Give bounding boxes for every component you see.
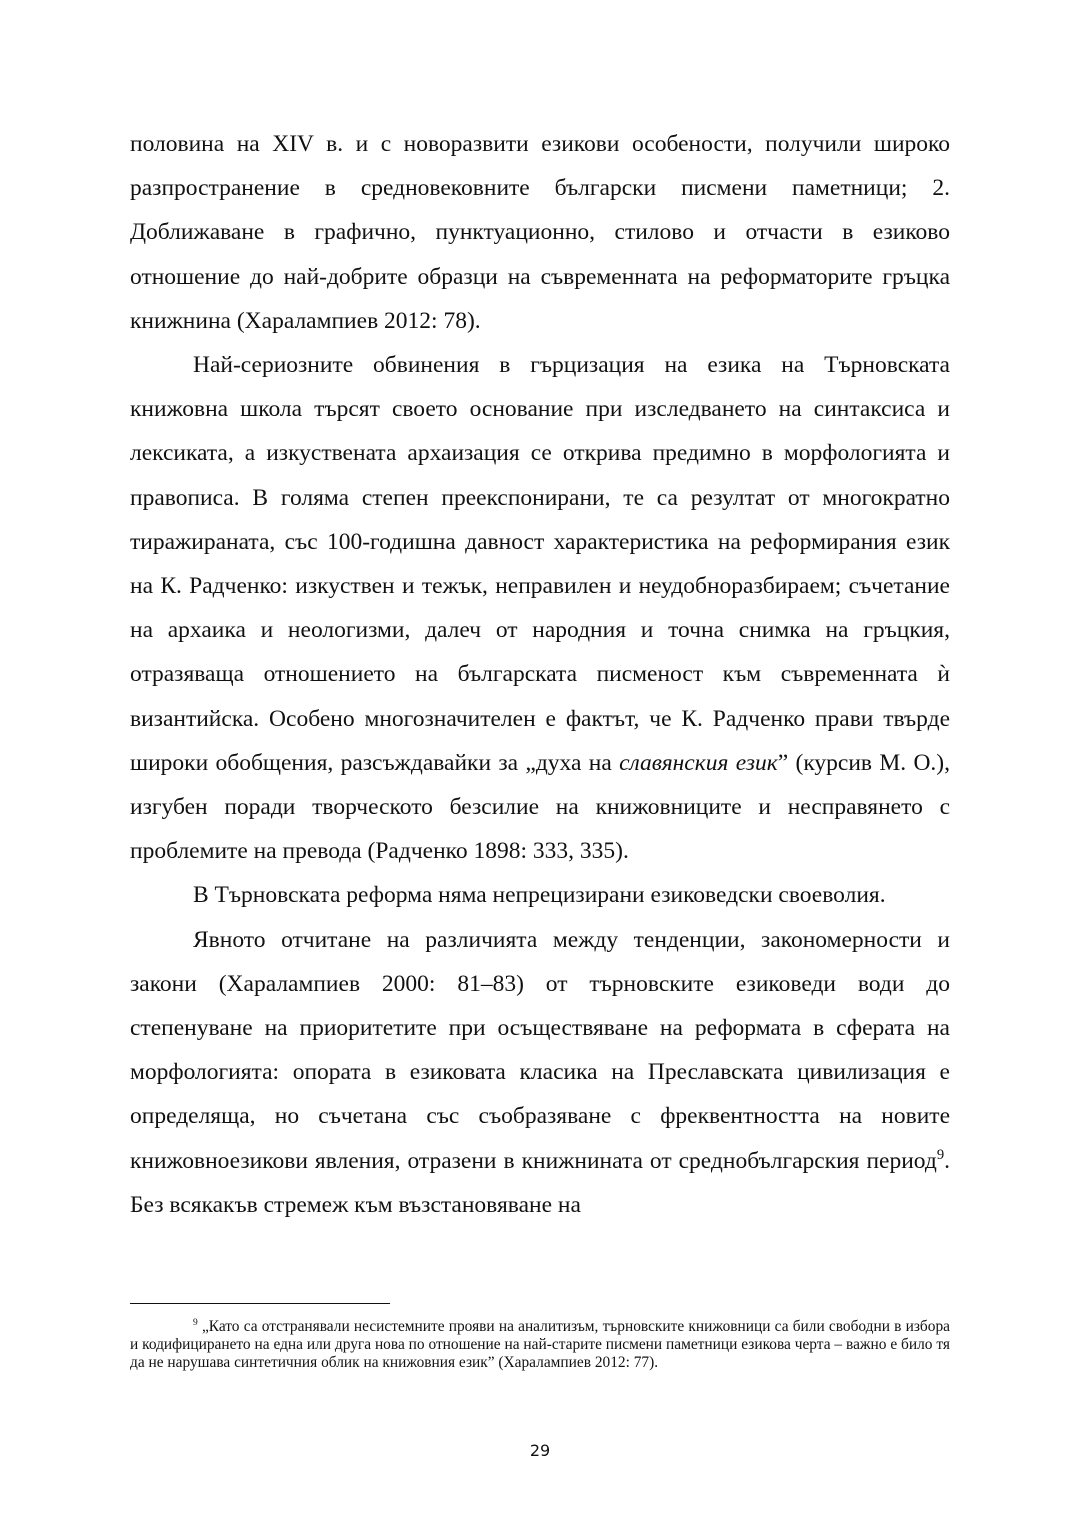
main-text xyxy=(130,122,950,1227)
paragraph-4-text: Явното отчитане на различията между тенденции, закономерности и закони (Харалампиев 2000: 81–83) от търновските езиковеди води до степенуване на приоритетите при осъществяване на реформата в сферата на морфологията: опората в езиковата класика на Преславската цивилизация е определяща, но съчетана със съобразяване с фреквентността на новите книжовноезикови явления, отразени в книжнината от среднобългарския период xyxy=(130,926,950,1174)
footnote-separator xyxy=(130,1303,390,1304)
paragraph-3: В Търновската реформа няма непрецизирани езиковедски своеволия. xyxy=(193,882,886,909)
paragraph-1: половина на XIV в. и с новоразвити езикови особености, получили широко разпространение в средновековните български писмени паметници; 2. Доближаване в графично, пунктуационно, стилово и отчасти в езиково отношение до най-добрите образци на съвременната на реформаторите гръцка книжнина (Харалампиев 2012: 78). xyxy=(130,131,950,334)
footnote-marker: 9 xyxy=(193,1316,198,1328)
paragraph-2 xyxy=(130,343,950,873)
footnote-reference[interactable]: 9 xyxy=(936,1146,945,1163)
paragraph-2-text: Най-сериозните обвинения в гърцизация на езика на Търновската книжовна школа търсят своето основание при изследването на синтаксиса и лексиката, а изкуствената архаизация се открива предимно в морфологията и правописа. В голяма степен преекспонирани, те са резултат от многократно тиражираната, със 100-годишна давност характеристика на реформирания език на К. Радченко: изкуствен и тежък, неправилен и неудобноразбираем; съчетание на архаика и неологизми, далеч от народния и точна снимка на гръцкия, отразяваща отношението на българската писменост към съвременната ѝ византийска. Особено многозначителен е фактът, че К. Радченко прави твърде широки обобщения, разсъждавайки за „духа на xyxy=(130,352,950,776)
footnote xyxy=(130,1318,950,1372)
paragraph-4-text-end: . Без всякакъв стремеж към възстановяване на xyxy=(130,1147,950,1218)
paragraph-2-text-end: ” (курсив М. О.), изгубен поради творческото безсилие на книжовниците и несправянето с проблемите на превода (Радченко 1898: 333, 335). xyxy=(130,749,950,865)
paragraph-4 xyxy=(130,918,950,1227)
paragraph-2-italic: славянския език xyxy=(619,749,778,776)
footnote-text: „Като са отстранявали несистемните прояви на аналитизъм, търновските книжовници са били свободни в избора и кодифицирането на една или друга нова по отношение на най-старите писмени паметници езикова черта – важно е било тя да не нарушава синтетичния облик на книжовния език” (Харалампиев 2012: 77). xyxy=(130,1318,950,1371)
footnote-body xyxy=(130,1318,950,1372)
page-number: 29 xyxy=(529,1441,551,1460)
